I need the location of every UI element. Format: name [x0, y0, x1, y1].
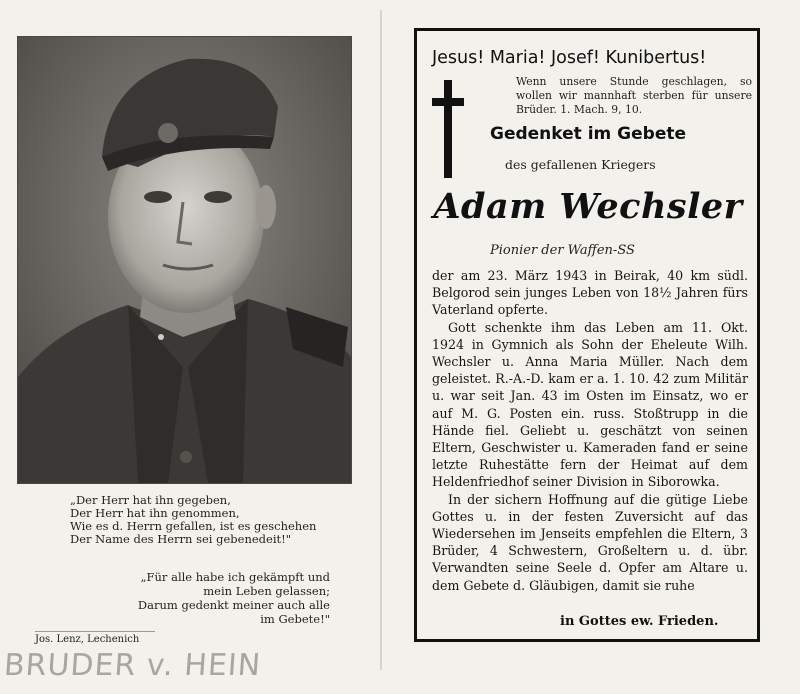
printer-imprint: Jos. Lenz, Lechenich — [35, 631, 155, 645]
rank-line: Pionier der Waffen-SS — [490, 243, 635, 258]
card-fold — [380, 10, 382, 670]
verse-line: Der Name des Herrn sei gebenedeit!" — [70, 532, 292, 546]
verse-line: Der Herr hat ihn genommen, — [70, 506, 240, 520]
scripture-quote: Wenn unsere Stunde geschlagen, so wollen wir mannhaft sterben für unsere Brüder. 1. Mach. 9, 10. — [516, 75, 752, 116]
quote-line: Darum gedenkt meiner auch alle — [137, 598, 330, 612]
paragraph: der am 23. März 1943 in Beirak, 40 km südl. Belgorod sein junges Leben von 18½ Jahren fürs Vaterland opferte. — [432, 268, 748, 318]
verse-line: „Der Herr hat ihn gegeben, — [70, 493, 231, 507]
quote-line: mein Leben gelassen; — [203, 584, 330, 598]
paragraph: In der sichern Hoffnung auf die gütige Liebe Gottes u. in der festen Zuversicht auf das Wiedersehen im Jenseits empfehlen die Eltern, 3 Brüder, 4 Schwestern, Großeltern u. d. übr. Verwandten seine Seele d. Opfer am Altare u. dem Gebete d. Gläubigen, damit sie ruhe — [432, 491, 748, 593]
soldier-portrait — [18, 37, 351, 483]
handwritten-note: BRUDER v. HEIN — [2, 648, 263, 683]
invocation-header: Jesus! Maria! Josef! Kunibertus! — [432, 48, 707, 68]
subheading: des gefallenen Kriegers — [505, 157, 656, 172]
quote-line: „Für alle habe ich gekämpft und — [140, 570, 330, 584]
remember-heading: Gedenket im Gebete — [490, 124, 687, 144]
closing-line: in Gottes ew. Frieden. — [560, 614, 719, 629]
quote-line: im Gebete!" — [260, 612, 330, 626]
bible-verse — [70, 494, 370, 546]
paragraph: Gott schenkte ihm das Leben am 11. Okt. 1924 in Gymnich als Sohn der Eheleute Wilh. Wechsler u. Anna Maria Müller. Nach dem geleistet. R.-A.-D. kam er a. 1. 10. 42 zum Militär u. war seit Jan. 43 im Osten im Einsatz, wo er auf M. G. Posten ein. russ. Stoßtrupp in die Hände fiel. Geliebt u. geschätzt von seinen Eltern, Geschwister u. Kameraden fand er seine letzte Ruhestätte fern der Heimat auf dem Heldenfriedhof seiner Division in Siborowka. — [432, 319, 748, 490]
portrait-photo — [17, 36, 352, 484]
biography-text — [432, 267, 748, 594]
soldier-quote — [100, 570, 330, 626]
deceased-name: Adam Wechsler — [433, 186, 743, 227]
verse-line: Wie es d. Herrn gefallen, ist es geschehen — [70, 519, 317, 533]
cross-icon — [432, 80, 464, 178]
